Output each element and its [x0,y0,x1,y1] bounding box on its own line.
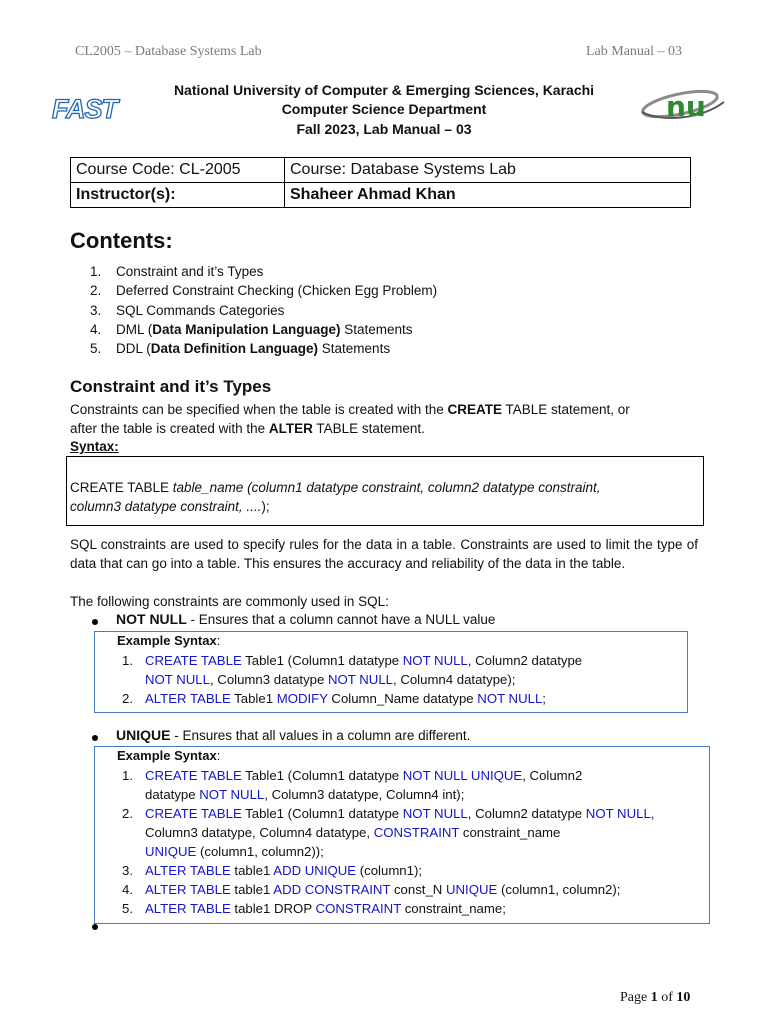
sql-keyword: ADD UNIQUE [273,863,357,878]
example-item [117,651,685,689]
item-number: 1. [90,264,102,279]
sql-keyword: NOT NULL, [585,806,655,821]
sql-keyword: NOT NULL [402,806,468,821]
intro-text: TABLE statement, or [501,402,630,417]
contents-item [90,281,437,300]
not-null-desc: - Ensures that a column cannot have a NULL value [186,612,496,627]
constraints-description: SQL constraints are used to specify rules for the data in a table. Constraints are used to limit the type of data that can go into a table. This ensures the accuracy and reliability of the data in the table. [70,537,698,571]
contents-item [90,339,437,358]
sql-keyword: CREATE TABLE [145,806,242,821]
unique-heading [116,727,470,743]
intro-text: TABLE statement. [312,421,425,436]
example-colon: : [216,748,221,763]
sql-text: , Column2 [522,768,583,783]
sql-text: , Column2 datatype [467,806,586,821]
item-text: Deferred Constraint Checking (Chicken Egg Problem) [116,283,438,299]
sql-keyword: CREATE TABLE [145,653,242,668]
sql-keyword: CONSTRAINT [373,825,460,840]
sql-keyword: NOT NULL [199,787,265,802]
sql-keyword: ALTER TABLE [145,882,231,897]
sql-keyword: CONSTRAINT [315,901,402,916]
sql-text: table1 DROP [230,901,316,916]
unique-name: UNIQUE [116,727,171,743]
contents-list [90,262,437,358]
contents-title: Contents: [70,228,173,253]
syntax-label: Syntax: [70,439,119,454]
sql-text: const_N [390,882,446,897]
sql-text: table1 [230,882,274,897]
sql-text: , Column3 datatype [209,672,329,687]
instructor-label-cell: Instructor(s): [71,183,285,208]
header-left: CL2005 – Database Systems Lab [75,44,262,59]
sql-text: table1 [230,863,274,878]
sql-text: , Column4 datatype); [393,672,516,687]
constraints-list-intro: The following constraints are commonly used in SQL: [70,594,389,609]
sql-text: Table1 (Column1 datatype [241,768,403,783]
course-name-cell: Course: Database Systems Lab [285,158,691,183]
header-right: Lab Manual – 03 [586,44,683,59]
syntax-params: table_name (column1 datatype constraint, column2 datatype constraint, [172,480,601,495]
of-word: of [657,990,677,1005]
sql-keyword: NOT NULL [328,672,393,687]
bullet-icon [92,619,98,625]
section-intro [70,400,700,438]
instructor-row [71,183,691,208]
nu-logo-text: nu [666,90,706,123]
item-number: 5. [90,341,102,357]
example-item [117,766,707,804]
example-item [117,689,685,708]
section-title: Constraint and it’s Types [70,377,272,396]
sql-keyword: CREATE TABLE [145,768,242,783]
item-number: 2. [90,283,102,299]
item-text: Constraint and it’s Types [116,264,264,279]
sql-text: Column3 datatype, Column4 datatype, [145,825,374,840]
sql-keyword: ADD CONSTRAINT [273,882,391,897]
course-code-cell: Course Code: CL-2005 [71,158,285,183]
sql-text: Table1 [230,691,277,706]
example-label [117,633,220,648]
item-number: 4. [90,321,102,337]
item-number: 4. [122,882,133,897]
page-word: Page [620,990,651,1005]
item-number: 2. [122,691,133,706]
total-pages: 10 [676,990,691,1005]
item-text-pre: DDL ( [116,341,151,357]
sql-keyword: NOT NULL [402,653,468,668]
example-label-text: Example Syntax [117,633,217,648]
item-text-post: Statements [340,321,413,337]
sql-text: (column1); [356,863,423,878]
sql-text: Table1 (Column1 datatype [241,806,403,821]
not-null-example-list [117,651,685,708]
example-colon: : [216,633,221,648]
intro-text: Constraints can be specified when the table is created with the [70,402,448,417]
sql-text: , Column2 datatype [467,653,583,668]
course-info-table [70,157,691,208]
manual-title: Fall 2023, Lab Manual – 03 [296,121,472,137]
example-item [117,861,707,880]
sql-text: (column1, column2)); [196,844,324,859]
example-label-text: Example Syntax [117,748,217,763]
sql-text: Table1 (Column1 datatype [241,653,403,668]
department-name: Computer Science Department [281,101,487,117]
item-number: 2. [122,806,133,821]
sql-text: constraint_name; [401,901,506,916]
alter-keyword: ALTER [268,421,313,436]
sql-keyword: ALTER TABLE [145,901,231,916]
create-keyword: CREATE [447,402,502,417]
example-label [117,748,220,763]
item-number: 3. [122,863,133,878]
institution-name: National University of Computer & Emerging Sciences, Karachi [173,82,595,98]
sql-text: (column1, column2); [497,882,621,897]
sql-keyword: UNIQUE [145,844,197,859]
not-null-name: NOT NULL [116,611,187,627]
instructor-value-cell: Shaheer Ahmad Khan [285,183,691,208]
item-text-bold: Data Manipulation Language) [152,321,341,337]
bullet-icon [92,735,98,741]
fast-logo: FAST [52,94,118,124]
unique-example-list [117,766,707,918]
sql-keyword: ALTER TABLE [145,863,231,878]
sql-keyword: NOT NULL [145,672,210,687]
sql-keyword: NOT NULL UNIQUE [402,768,523,783]
sql-text: , Column3 datatype, Column4 int); [264,787,465,802]
not-null-example-box [94,631,688,713]
contents-item [90,262,437,281]
bullet-icon [92,924,98,930]
example-item [117,804,707,861]
course-row [71,158,691,183]
syntax-box [66,456,704,526]
syntax-end: ); [261,499,270,514]
sql-keyword: NOT NULL [477,691,543,706]
item-number: 1. [122,653,133,668]
sql-text: Column_Name datatype [327,691,478,706]
sql-text: ; [542,691,546,706]
sql-keyword: ALTER TABLE [145,691,231,706]
page-number [620,990,690,1006]
sql-text: datatype [145,787,200,802]
sql-keyword: UNIQUE [446,882,498,897]
item-text-pre: DML ( [116,321,153,337]
item-number: 1. [122,768,133,783]
example-item [117,899,707,918]
current-page: 1 [650,990,658,1005]
contents-item [90,301,437,320]
item-text-post: Statements [318,341,391,357]
item-number: 3. [90,302,102,318]
syntax-keyword: CREATE TABLE [70,480,173,495]
contents-item [90,320,437,339]
syntax-text [70,478,601,516]
unique-desc: - Ensures that all values in a column are different. [170,728,471,743]
item-text-bold: Data Definition Language) [150,341,319,357]
sql-keyword: MODIFY [276,691,328,706]
syntax-params: column3 datatype constraint, .... [70,499,262,514]
example-item [117,880,707,899]
intro-text: after the table is created with the [70,421,269,436]
not-null-heading [116,611,495,627]
item-number: 5. [122,901,133,916]
item-text: SQL Commands Categories [116,302,285,318]
sql-text: constraint_name [459,825,561,840]
unique-example-box [94,746,710,924]
